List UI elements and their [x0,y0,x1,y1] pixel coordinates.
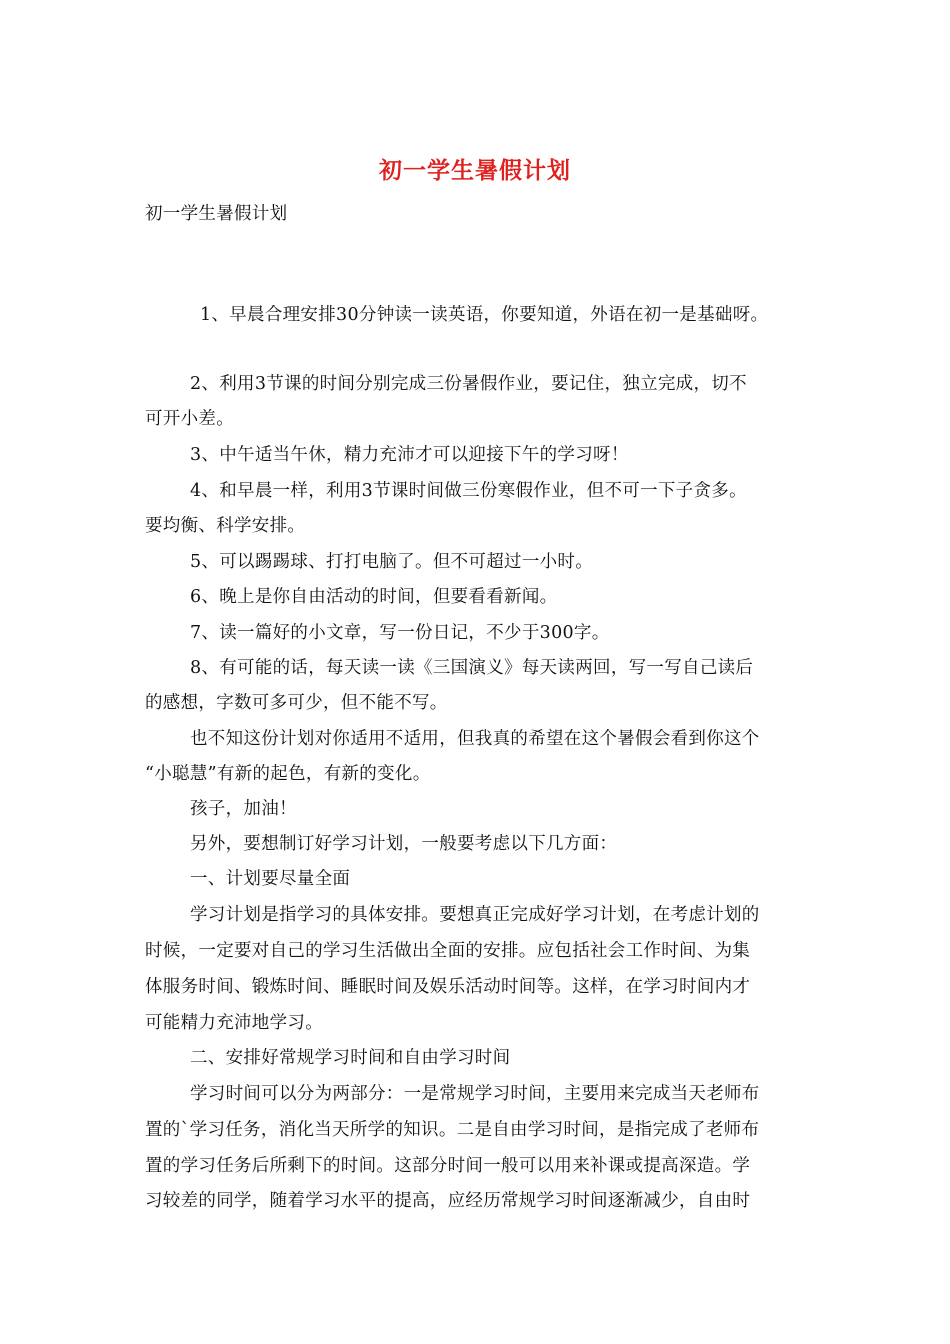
document-subtitle: 初一学生暑假计划 [145,204,288,224]
document-title: 初一学生暑假计划 [379,157,571,184]
text-line: 置的`学习任务，消化当天所学的知识。二是自由学习时间，是指完成了老师布 [145,1120,760,1140]
text-line: 4、和早晨一样，利用3节课时间做三份寒假作业，但不可一下子贪多。 [190,481,747,501]
section-heading: 二、安排好常规学习时间和自由学习时间 [190,1048,511,1068]
text-line: 也不知这份计划对你适用不适用，但我真的希望在这个暑假会看到你这个 [190,729,760,749]
text-line: 7、读一篇好的小文章，写一份日记，不少于300字。 [190,623,610,643]
text-line: 可开小差。 [145,409,234,429]
text-line: 孩子，加油！ [190,799,297,819]
text-line: 体服务时间、锻炼时间、睡眠时间及娱乐活动时间等。这样，在学习时间内才 [145,977,751,997]
section-heading: 一、计划要尽量全面 [190,869,351,889]
text-line: 的感想，字数可多可少，但不能不写。 [145,693,448,713]
text-line: 时候，一定要对自己的学习生活做出全面的安排。应包括社会工作时间、为集 [145,941,751,961]
text-line: 学习计划是指学习的具体安排。要想真正完成好学习计划，在考虑计划的 [190,905,760,925]
text-line: 2、利用3节课的时间分别完成三份暑假作业，要记住，独立完成，切不 [190,374,747,394]
text-line: “小聪慧”有新的起色，有新的变化。 [145,764,431,784]
text-line: 置的学习任务后所剩下的时间。这部分时间一般可以用来补课或提高深造。学 [145,1156,751,1176]
text-line: 6、晚上是你自由活动的时间，但要看看新闻。 [190,587,558,607]
text-line: 要均衡、科学安排。 [145,516,306,536]
text-line: 习较差的同学，随着学习水平的提高，应经历常规学习时间逐渐减少，自由时 [145,1191,751,1211]
text-line: 另外，要想制订好学习计划，一般要考虑以下几方面： [190,834,618,854]
text-line: 5、可以踢踢球、打打电脑了。但不可超过一小时。 [190,552,594,572]
text-line: 1、早晨合理安排30分钟读一读英语，你要知道，外语在初一是基础呀。 [200,305,769,325]
text-line: 3、中午适当午休，精力充沛才可以迎接下午的学习呀！ [190,445,629,465]
text-line: 学习时间可以分为两部分：一是常规学习时间，主要用来完成当天老师布 [190,1084,760,1104]
text-line: 可能精力充沛地学习。 [145,1013,323,1033]
text-line: 8、有可能的话，每天读一读《三国演义》每天读两回，写一写自己读后 [190,658,754,678]
